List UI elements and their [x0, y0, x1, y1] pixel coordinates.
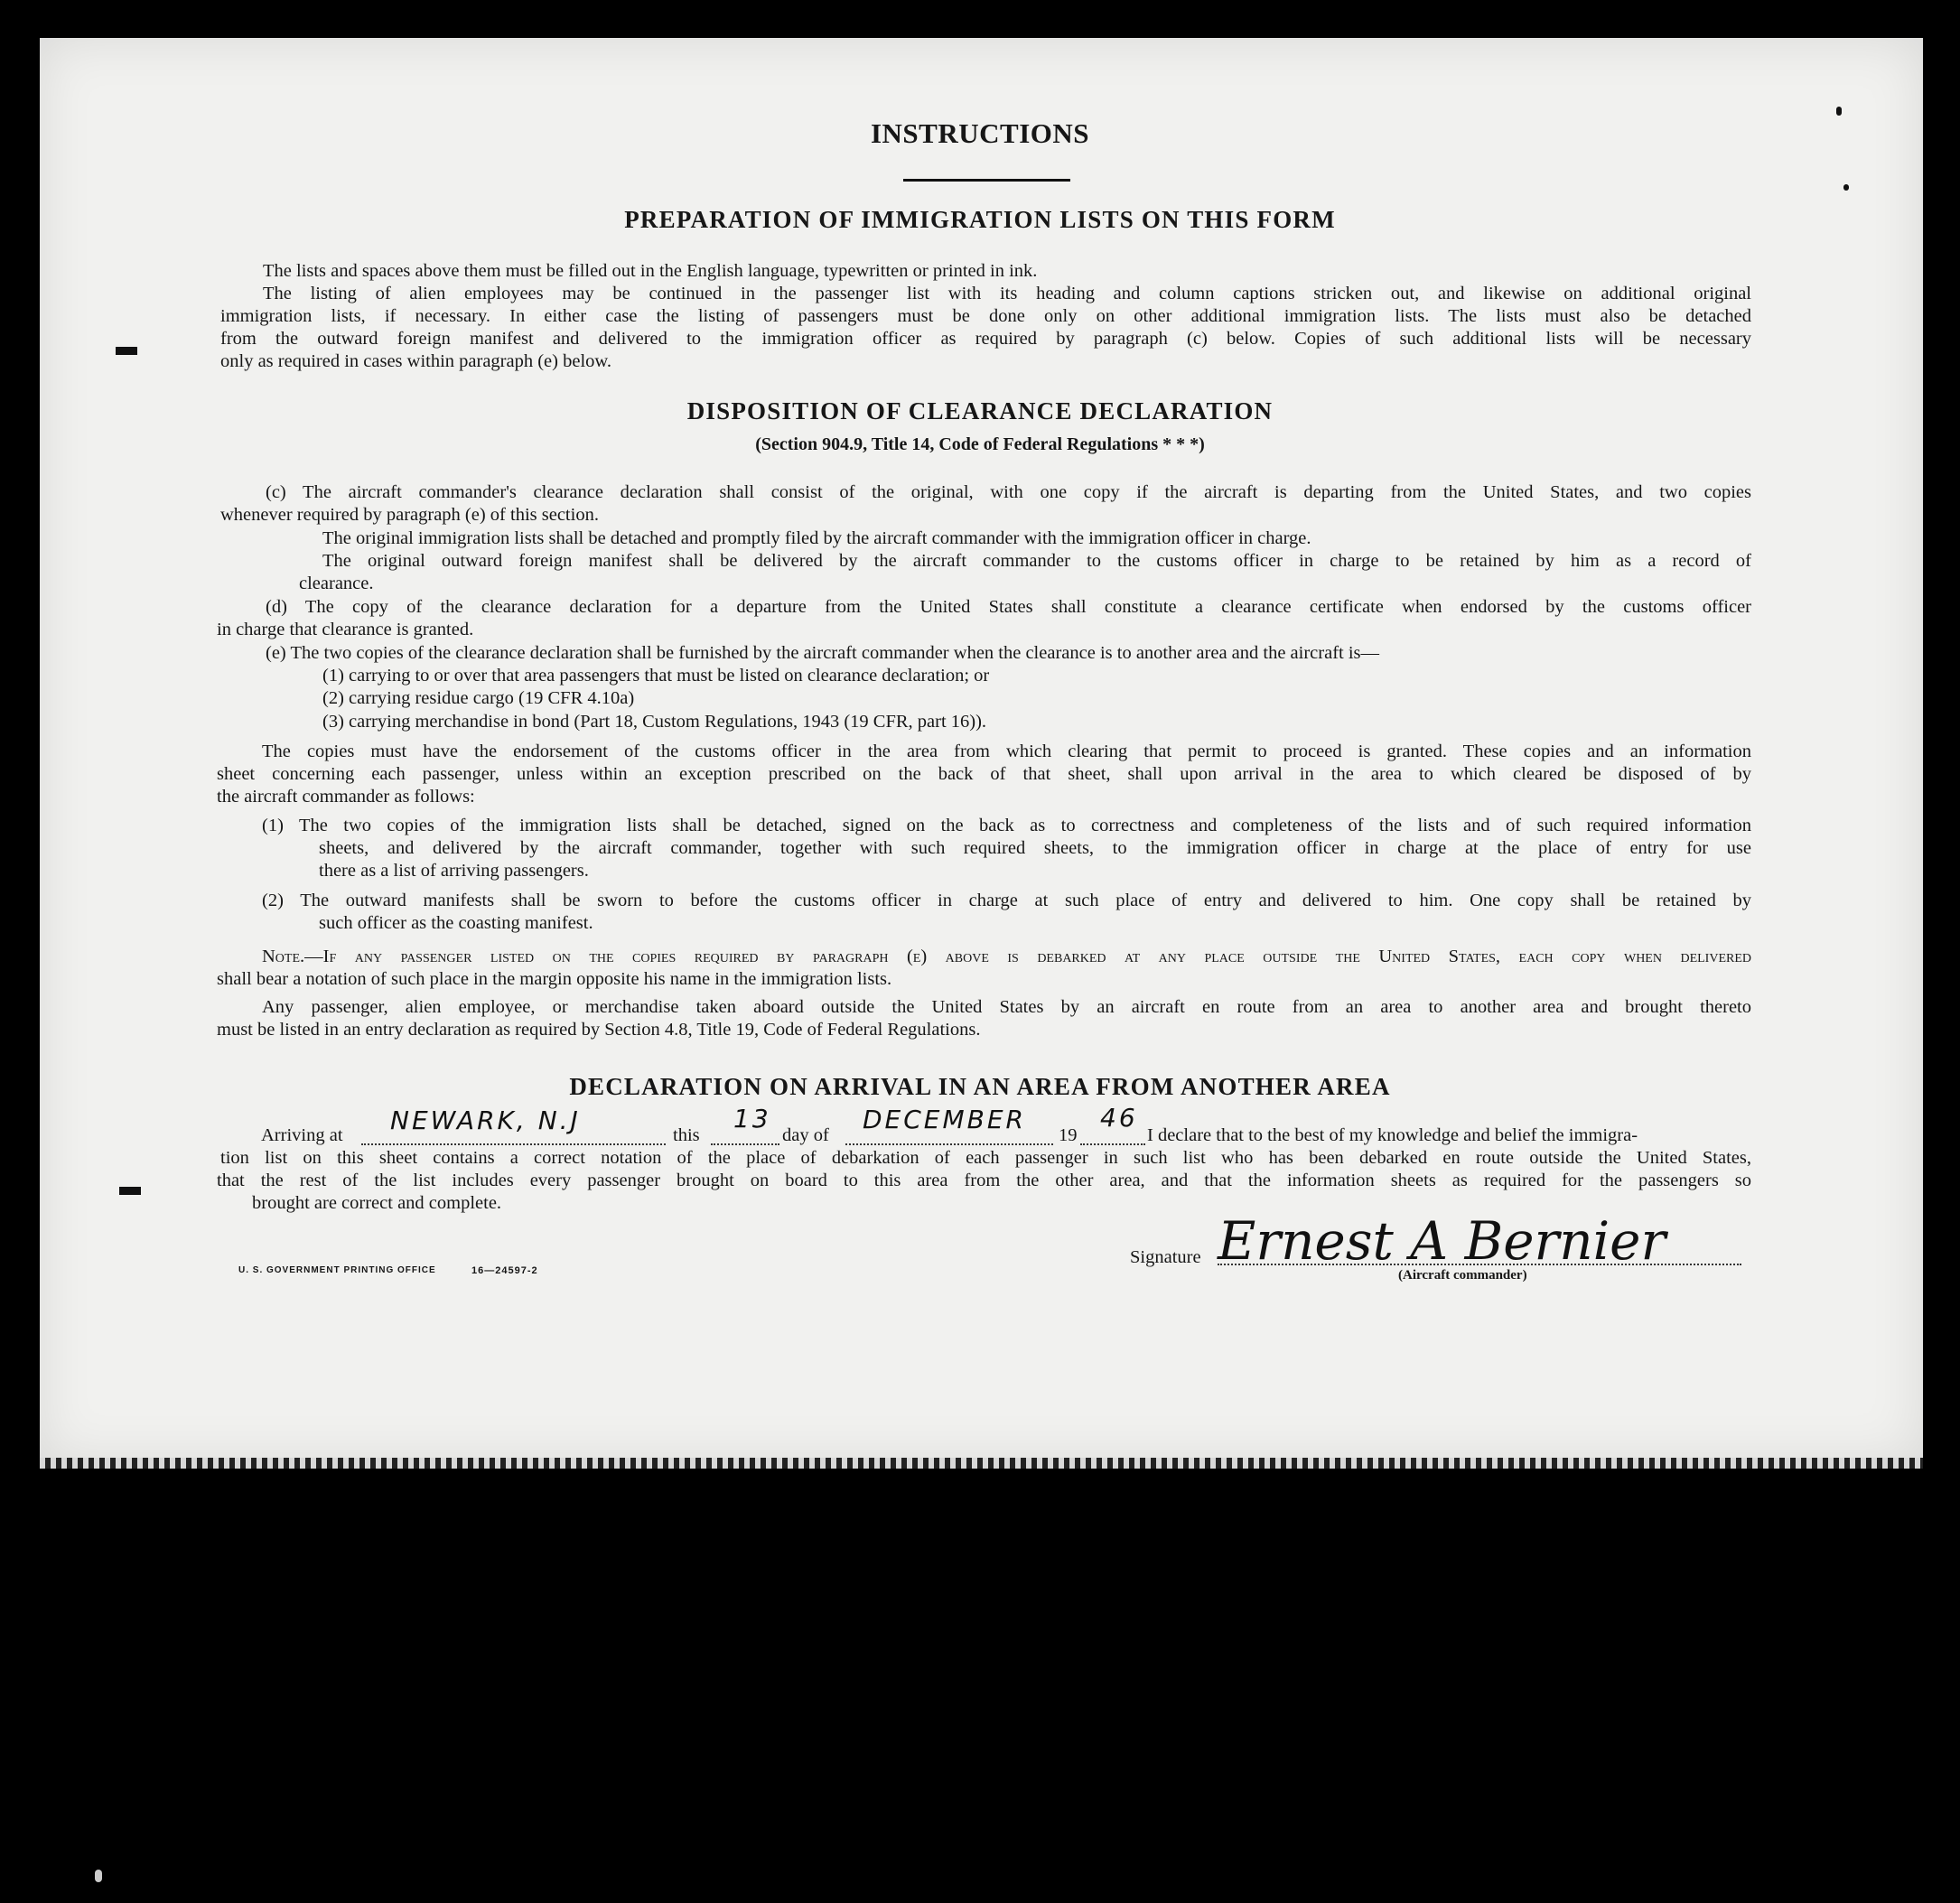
paragraph-line: (d) The copy of the clearance declaration for a departure from the United States shall constitute a clearance certificate when endorsed by the customs officer — [266, 597, 1751, 617]
paragraph-line: from the outward foreign manifest and delivered to the immigration officer as required by paragraph (c) below. Copies of such additional lists will be necessary — [220, 329, 1751, 349]
signature-caption: (Aircraft commander) — [1398, 1268, 1527, 1283]
paragraph-line: only as required in cases within paragraph (e) below. — [220, 351, 612, 371]
declaration-text: tion list on this sheet contains a correct notation of the place of debarkation of each passenger in such list who has been debarked en route outside the United States, — [220, 1148, 1751, 1168]
paragraph-line: immigration lists, if necessary. In either case the listing of passengers must be done only on other additional immigration lists. The lists must also be detached — [220, 306, 1751, 326]
arriving-at-line — [361, 1143, 666, 1145]
section-subheading: (Section 904.9, Title 14, Code of Federal Regulations * * *) — [755, 434, 1205, 454]
arriving-at-label: Arriving at — [261, 1125, 343, 1145]
page-title: INSTRUCTIONS — [870, 117, 1089, 149]
list-item: sheets, and delivered by the aircraft commander, together with such required sheets, to the immigration officer in charge at the place of entry for use — [319, 838, 1751, 858]
scan-mark — [1843, 184, 1849, 191]
section-heading-disposition: DISPOSITION OF CLEARANCE DECLARATION — [686, 397, 1274, 424]
arriving-at-value: NEWARK, N.J — [390, 1105, 581, 1135]
section-heading-preparation: PREPARATION OF IMMIGRATION LISTS ON THIS FORM — [624, 206, 1336, 233]
day-line — [711, 1143, 779, 1145]
signature-value: Ernest A Bernier — [1218, 1210, 1666, 1272]
sheet-perforated-edge — [40, 1458, 1923, 1469]
form-number: 16—24597-2 — [471, 1265, 538, 1276]
month-value: DECEMBER — [863, 1105, 1027, 1134]
scan-mark — [119, 1187, 141, 1195]
printer-imprint: U. S. GOVERNMENT PRINTING OFFICE — [238, 1265, 436, 1275]
scan-mark — [95, 1870, 102, 1882]
paragraph-line: whenever required by paragraph (e) of this section. — [220, 505, 599, 525]
paragraph-line: (c) The aircraft commander's clearance declaration shall consist of the original, with one copy if the aircraft is departing from the United States, and two copies — [266, 482, 1751, 502]
day-value: 13 — [733, 1104, 771, 1133]
list-item: such officer as the coasting manifest. — [319, 913, 593, 933]
paragraph-line: clearance. — [299, 574, 374, 593]
paragraph-line: (e) The two copies of the clearance declaration shall be furnished by the aircraft commander when the clearance is to another area and the aircraft is— — [266, 643, 1380, 663]
scan-mark — [116, 347, 137, 355]
signature-label: Signature — [1130, 1247, 1201, 1267]
list-item: (3) carrying merchandise in bond (Part 18, Custom Regulations, 1943 (19 CFR, part 16)). — [322, 712, 987, 732]
month-line — [845, 1143, 1053, 1145]
note-line: Note.—If any passenger listed on the copies required by paragraph (e) above is debarked at any place outside the United States, each copy when delivered — [262, 947, 1751, 966]
list-item: (1) The two copies of the immigration lists shall be detached, signed on the back as to correctness and completeness of the lists and of such required information — [262, 816, 1751, 835]
paragraph-line: The lists and spaces above them must be filled out in the English language, typewritten or printed in ink. — [263, 261, 1038, 281]
list-item: (2) carrying residue cargo (19 CFR 4.10a) — [322, 688, 635, 708]
declaration-text: that the rest of the list includes every passenger brought on board to this area from the other area, and that the information sheets as required for the passengers so — [217, 1171, 1751, 1190]
paragraph-line: The original immigration lists shall be detached and promptly filed by the aircraft commander with the immigration officer in charge. — [322, 528, 1311, 548]
paragraph-line: must be listed in an entry declaration as required by Section 4.8, Title 19, Code of Federal Regulations. — [217, 1020, 981, 1040]
paragraph-line: Any passenger, alien employee, or merchandise taken aboard outside the United States by an aircraft en route from an area to another area and brought thereto — [262, 997, 1751, 1017]
list-item: there as a list of arriving passengers. — [319, 861, 589, 881]
note-line: shall bear a notation of such place in the margin opposite his name in the immigration lists. — [217, 969, 892, 989]
year-line — [1080, 1143, 1145, 1145]
section-heading-declaration: DECLARATION ON ARRIVAL IN AN AREA FROM ANOTHER AREA — [569, 1073, 1391, 1100]
paragraph-line: The listing of alien employees may be continued in the passenger list with its heading and column captions stricken out, and likewise on additional original — [263, 284, 1751, 303]
paragraph-line: the aircraft commander as follows: — [217, 787, 475, 807]
paragraph-line: The original outward foreign manifest shall be delivered by the aircraft commander to the customs officer in charge to be retained by him as a record of — [322, 551, 1751, 571]
paragraph-line: in charge that clearance is granted. — [217, 620, 474, 639]
this-label: this — [673, 1125, 700, 1145]
scan-mark — [1836, 107, 1842, 116]
declaration-text: I declare that to the best of my knowledge and belief the immigra- — [1147, 1125, 1638, 1145]
year-prefix: 19 — [1059, 1125, 1078, 1145]
day-of-label: day of — [782, 1125, 829, 1145]
year-value: 46 — [1100, 1103, 1138, 1133]
list-item: (2) The outward manifests shall be sworn to before the customs officer in charge at such place of entry and delivered to him. One copy shall be retained by — [262, 891, 1751, 910]
declaration-text: brought are correct and complete. — [252, 1193, 502, 1213]
title-divider — [903, 179, 1070, 182]
paragraph-line: The copies must have the endorsement of the customs officer in the area from which clearing that permit to proceed is granted. These copies and an information — [262, 742, 1751, 761]
list-item: (1) carrying to or over that area passengers that must be listed on clearance declaration; or — [322, 666, 990, 686]
paragraph-line: sheet concerning each passenger, unless within an exception prescribed on the back of that sheet, shall upon arrival in the area to which cleared be disposed of by — [217, 764, 1751, 784]
